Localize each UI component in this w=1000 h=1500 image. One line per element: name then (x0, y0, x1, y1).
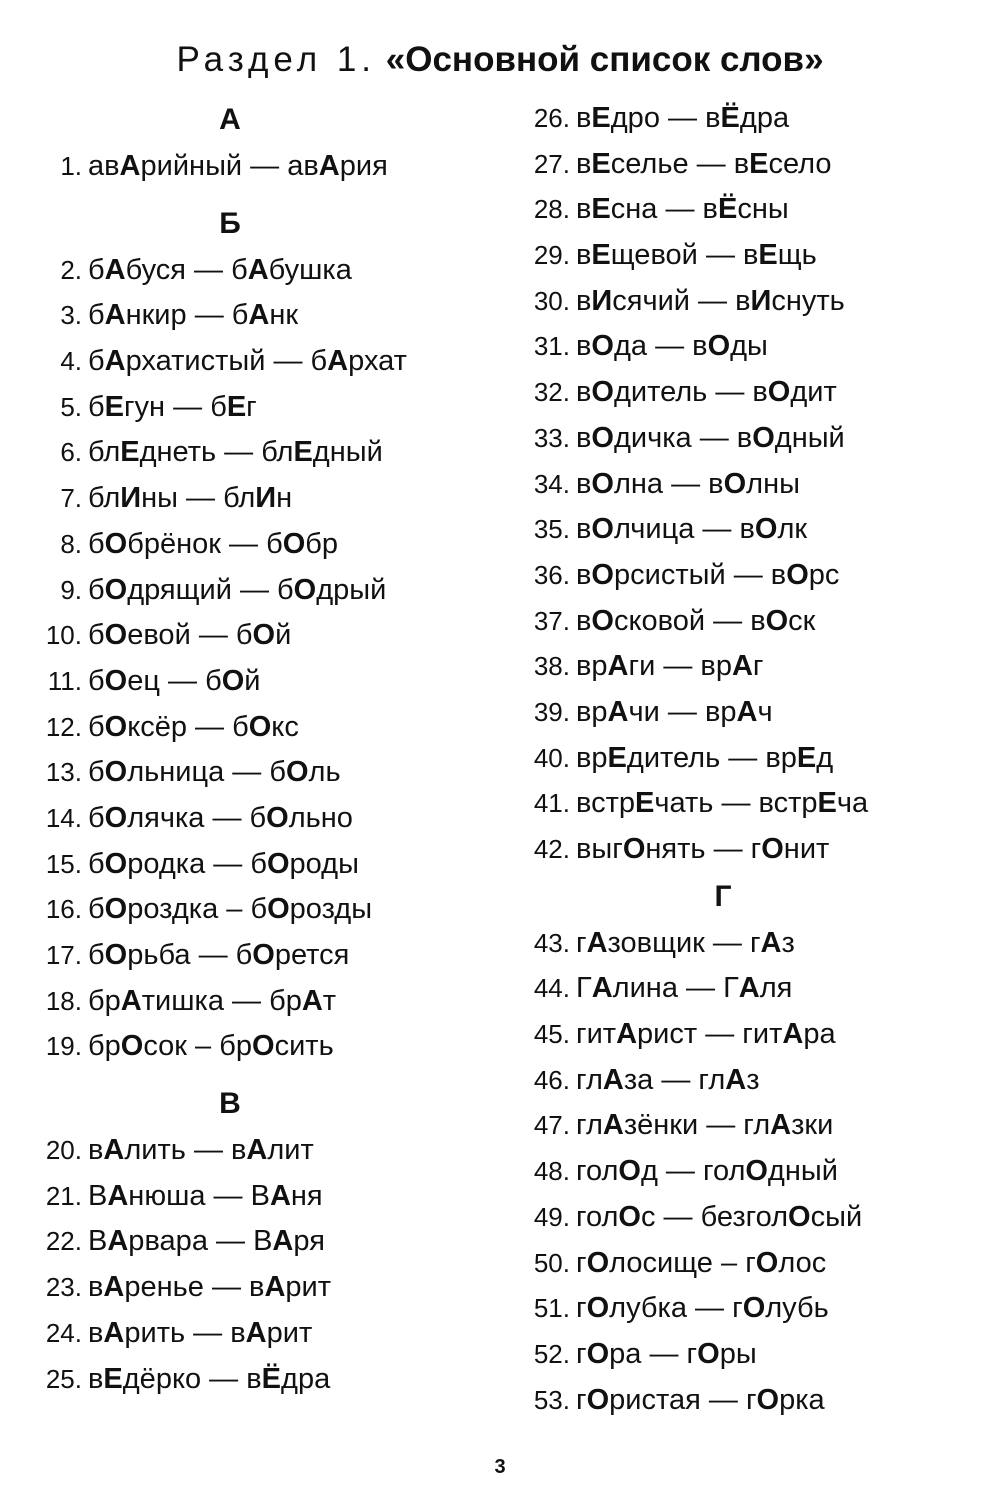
entry-number: 29. (533, 240, 570, 271)
word-pair-entry (30, 476, 480, 522)
entry-number: 51. (533, 1293, 570, 1324)
word-pair-entry (518, 644, 978, 690)
word-pair-entry (30, 1219, 480, 1265)
entry-word-pair: глАза — глАз (576, 1063, 760, 1096)
entry-number: 24. (45, 1317, 82, 1348)
entry-word-pair: вОрсистый — вОрс (576, 558, 840, 591)
entry-number: 23. (45, 1272, 82, 1303)
section-prefix: Раздел 1. (176, 40, 377, 79)
entry-number: 11. (47, 665, 82, 696)
word-pair-entry (518, 1103, 978, 1149)
entry-number: 40. (533, 742, 570, 773)
word-pair-entry (30, 385, 480, 431)
entry-word-pair: вЕсна — вЁсны (576, 193, 789, 226)
word-pair-entry (518, 1378, 978, 1424)
entry-number: 16. (45, 894, 82, 925)
entry-number: 17. (45, 940, 82, 970)
entry-word-pair: вЕселье — вЕсело (576, 147, 832, 180)
entry-word-pair: врАги — врАг (576, 650, 764, 683)
entry-word-pair: вЕдёрко — вЁдра (88, 1362, 331, 1395)
word-pair-entry (518, 233, 978, 279)
entry-number: 33. (533, 422, 570, 453)
entry-word-pair: бАбуся — бАбушка (88, 253, 352, 286)
entry-number: 30. (533, 285, 570, 316)
entry-number: 44. (533, 973, 570, 1004)
entry-number: 18. (45, 985, 82, 1016)
word-pair-entry (30, 1357, 480, 1403)
entry-number: 47. (533, 1110, 570, 1141)
entry-word-pair: голОс — безголОсый (576, 1200, 863, 1233)
word-pair-entry (518, 781, 978, 827)
word-pair-entry (518, 416, 978, 462)
word-pair-entry (518, 370, 978, 416)
entry-number: 46. (533, 1064, 570, 1095)
entry-number: 12. (45, 711, 82, 742)
entry-number: 5. (60, 391, 82, 422)
entry-word-pair: гитАрист — гитАра (576, 1018, 836, 1051)
word-pair-entry (518, 1149, 978, 1195)
entry-word-pair: бОроздка – бОрозды (88, 893, 373, 926)
word-pair-entry (30, 1024, 480, 1070)
entry-number: 22. (45, 1226, 82, 1257)
entry-word-pair: вЕщевой — вЕщь (576, 239, 817, 272)
entry-word-pair: гОристая — гОрка (576, 1383, 825, 1416)
entry-number: 43. (533, 927, 570, 958)
word-pair-entry (518, 142, 978, 188)
word-pair-entry (518, 1286, 978, 1332)
word-pair-entry (30, 430, 480, 476)
entry-word-pair: вАрить — вАрит (88, 1316, 313, 1349)
left-column (30, 96, 480, 1402)
word-pair-entry (30, 1311, 480, 1357)
entry-word-pair: бЕгун — бЕг (88, 390, 257, 423)
word-pair-entry (30, 887, 480, 933)
entry-number: 6. (60, 437, 82, 468)
entry-word-pair: глАзёнки — глАзки (576, 1109, 834, 1142)
entry-word-pair: вОлна — вОлны (576, 467, 800, 500)
entry-number: 52. (533, 1338, 570, 1369)
entry-word-pair: голОд — голОдный (576, 1155, 838, 1188)
entry-number: 38. (533, 651, 570, 682)
word-pair-entry (518, 690, 978, 736)
entry-number: 41. (533, 788, 570, 819)
entry-word-pair: блИны — блИн (88, 482, 293, 515)
entry-word-pair: бОльница — бОль (88, 756, 341, 789)
word-pair-entry (518, 1195, 978, 1241)
word-pair-entry (30, 1128, 480, 1174)
entry-number: 1. (60, 151, 82, 181)
word-pair-entry (518, 1241, 978, 1287)
entry-word-pair: брАтишка — брАт (88, 984, 337, 1017)
entry-word-pair: гАзовщик — гАз (576, 926, 795, 959)
right-column (518, 96, 978, 1423)
entry-word-pair: бОбрёнок — бОбр (88, 527, 339, 560)
word-pair-entry (30, 339, 480, 385)
word-pair-entry (518, 921, 978, 967)
entry-word-pair: бОродка — бОроды (88, 847, 359, 880)
entry-word-pair: бОевой — бОй (88, 619, 292, 652)
entry-number: 37. (533, 605, 570, 636)
entry-word-pair: вЕдро — вЁдра (576, 102, 790, 134)
entry-number: 50. (533, 1247, 570, 1278)
word-pair-entry (518, 1332, 978, 1378)
entry-number: 15. (45, 848, 82, 879)
page-title (0, 38, 1000, 82)
entry-number: 10. (45, 620, 82, 651)
entry-word-pair: встрЕчать — встрЕча (576, 787, 869, 820)
word-pair-entry (518, 599, 978, 645)
word-pair-entry (30, 659, 480, 705)
entry-number: 49. (533, 1201, 570, 1232)
section-name: «Основной список слов» (385, 40, 824, 79)
section-letter: Б (219, 206, 241, 240)
entry-word-pair: вОдитель — вОдит (576, 376, 837, 409)
entry-number: 32. (533, 377, 570, 408)
entry-word-pair: врЕдитель — врЕд (576, 741, 834, 774)
entry-word-pair: бАнкир — бАнк (88, 299, 299, 332)
entry-number: 19. (45, 1031, 82, 1062)
entry-number: 7. (60, 483, 82, 514)
entry-number: 31. (533, 331, 570, 362)
entry-word-pair: ВАрвара — ВАря (88, 1225, 325, 1258)
word-pair-entry (30, 613, 480, 659)
word-pair-entry (518, 553, 978, 599)
entry-word-pair: вОсковой — вОск (576, 604, 816, 637)
entry-number: 3. (60, 300, 82, 331)
entry-word-pair: гОра — гОры (576, 1337, 757, 1370)
entry-number: 21. (45, 1180, 82, 1211)
entry-number: 35. (533, 514, 570, 545)
entry-word-pair: врАчи — врАч (576, 695, 773, 728)
word-pair-entry (30, 933, 480, 979)
word-pair-entry (30, 842, 480, 888)
entry-number: 9. (60, 574, 82, 605)
entry-number: 53. (533, 1384, 570, 1415)
entry-word-pair: выгОнять — гОнит (576, 833, 830, 865)
word-pair-entry (518, 827, 978, 873)
word-pair-entry (518, 736, 978, 782)
section-letter: А (219, 103, 241, 136)
entry-number: 45. (533, 1019, 570, 1050)
entry-word-pair: вОлчица — вОлк (576, 513, 808, 546)
word-pair-entry (30, 248, 480, 294)
section-letter: Г (714, 879, 732, 913)
entry-number: 20. (45, 1135, 82, 1166)
entry-word-pair: ВАнюша — ВАня (88, 1179, 323, 1212)
word-pair-entry (518, 462, 978, 508)
word-pair-entry (30, 796, 480, 842)
entry-number: 48. (533, 1156, 570, 1187)
word-pair-entry (518, 324, 978, 370)
word-pair-entry (30, 750, 480, 796)
word-pair-entry (30, 1174, 480, 1220)
section-letter: В (219, 1087, 241, 1121)
entry-number: 25. (45, 1363, 82, 1394)
entry-number: 26. (533, 103, 570, 133)
word-pair-entry (30, 568, 480, 614)
entry-word-pair: вИсячий — вИснуть (576, 284, 845, 317)
word-pair-entry (518, 507, 978, 553)
entry-number: 34. (533, 468, 570, 499)
word-pair-entry (30, 522, 480, 568)
word-pair-entry (518, 1012, 978, 1058)
word-pair-entry (30, 293, 480, 339)
entry-word-pair: ГАлина — ГАля (576, 972, 793, 1005)
entry-word-pair: брОсок – брОсить (88, 1030, 334, 1063)
entry-number: 14. (45, 802, 82, 833)
entry-word-pair: гОлубка — гОлубь (576, 1292, 829, 1325)
entry-number: 39. (533, 696, 570, 727)
entry-word-pair: блЕднеть — блЕдный (88, 436, 383, 469)
entry-number: 27. (533, 148, 570, 179)
entry-word-pair: бОлячка — бОльно (88, 801, 353, 834)
word-pair-entry (30, 1265, 480, 1311)
entry-word-pair: вОдичка — вОдный (576, 421, 845, 454)
word-pair-entry (30, 144, 480, 190)
entry-word-pair: бОрьба — бОрется (88, 939, 350, 971)
word-pair-entry (518, 187, 978, 233)
word-pair-entry (518, 96, 978, 142)
entry-number: 4. (60, 346, 82, 377)
entry-number: 13. (45, 757, 82, 788)
word-pair-entry (30, 705, 480, 751)
entry-word-pair: гОлосище – гОлос (576, 1246, 827, 1279)
entry-number: 42. (533, 834, 570, 864)
entry-word-pair: вОда — вОды (576, 330, 768, 363)
entry-word-pair: бОксёр — бОкс (88, 710, 299, 743)
entry-number: 28. (533, 194, 570, 225)
entry-word-pair: вАренье — вАрит (88, 1271, 332, 1304)
word-pair-entry (30, 979, 480, 1025)
entry-word-pair: бОдрящий — бОдрый (88, 573, 387, 606)
entry-word-pair: авАрийный — авАрия (88, 150, 388, 182)
word-pair-entry (518, 966, 978, 1012)
page-number: 3 (494, 1456, 506, 1478)
entry-word-pair: вАлить — вАлит (88, 1134, 314, 1167)
entry-word-pair: бАрхатистый — бАрхат (88, 345, 407, 378)
word-pair-entry (518, 1058, 978, 1104)
word-pair-entry (518, 279, 978, 325)
entry-word-pair: бОец — бОй (88, 664, 261, 697)
entry-number: 8. (60, 528, 82, 559)
entry-number: 2. (60, 254, 82, 285)
entry-number: 36. (533, 559, 570, 590)
